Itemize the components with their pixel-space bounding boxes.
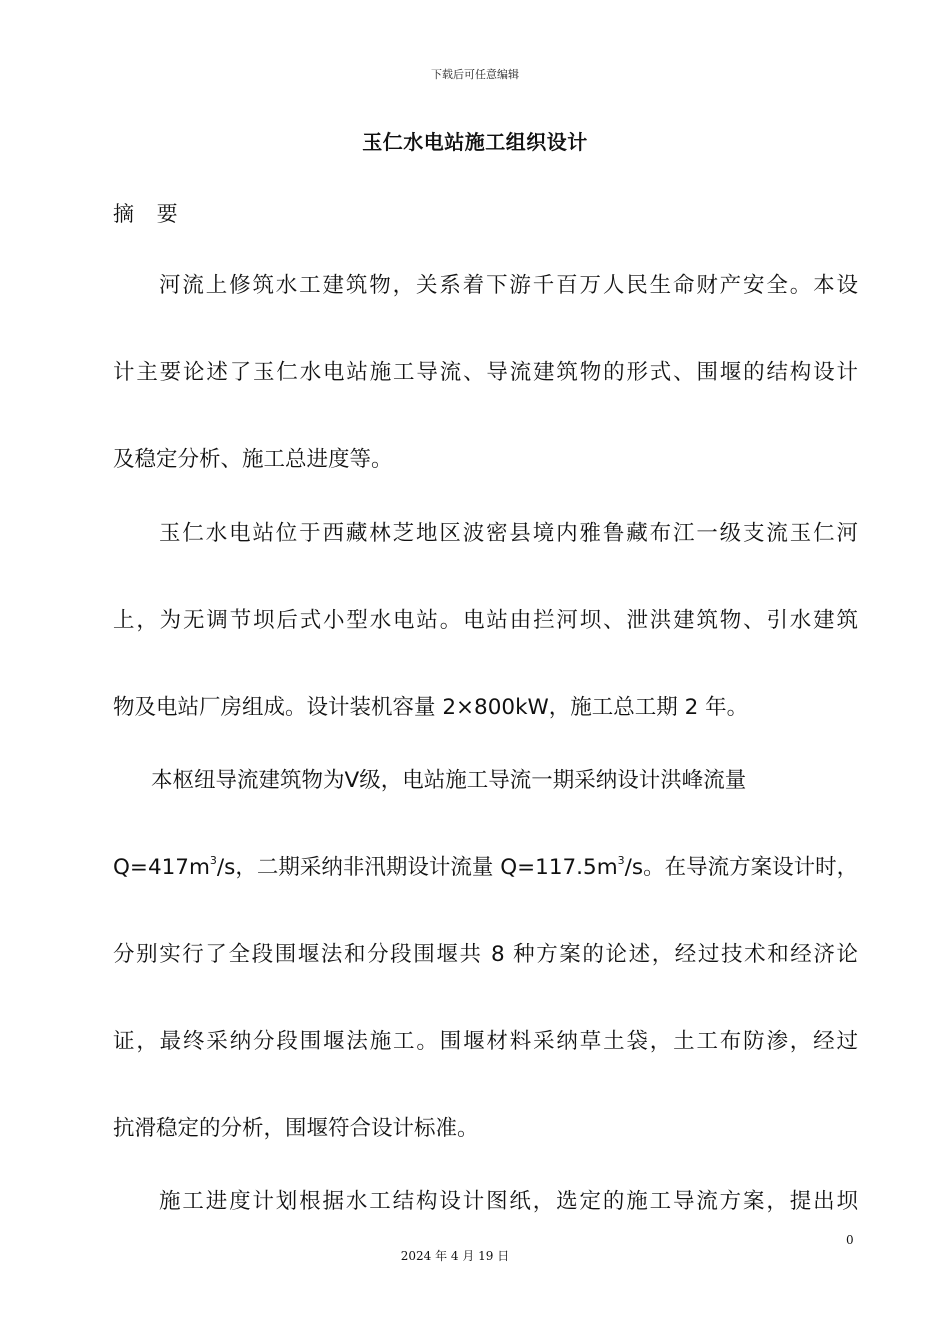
superscript: 3 xyxy=(617,854,625,867)
footer-date: 2024 年 4 月 19 日 xyxy=(400,1249,510,1263)
flow-text: /s。在导流方案设计时， xyxy=(624,855,859,880)
section-heading-abstract: 摘 要 xyxy=(113,202,186,226)
paragraph-line: 施工进度计划根据水工结构设计图纸，选定的施工导流方案，提出坝 xyxy=(159,1189,858,1214)
flow-text: /s，二期采纳非汛期设计流量 Q=117.5m xyxy=(216,855,618,880)
paragraph-line: 河流上修筑水工建筑物，关系着下游千百万人民生命财产安全。本设 xyxy=(159,273,858,298)
paragraph-line: 分别实行了全段围堰法和分段围堰共 8 种方案的论述，经过技术和经济论 xyxy=(113,942,858,967)
document-title: 玉仁水电站施工组织设计 xyxy=(362,130,588,154)
page-number: 0 xyxy=(846,1233,854,1247)
paragraph-line: 本枢纽导流建筑物为Ⅴ级，电站施工导流一期采纳设计洪峰流量 xyxy=(151,768,747,793)
paragraph-line: 抗滑稳定的分析，围堰符合设计标准。 xyxy=(113,1116,479,1141)
header-note: 下载后可任意编辑 xyxy=(431,68,519,81)
paragraph-line: 计主要论述了玉仁水电站施工导流、导流建筑物的形式、围堰的结构设计 xyxy=(113,360,858,385)
paragraph-line: 及稳定分析、施工总进度等。 xyxy=(113,447,393,472)
flow-text: Q=417m xyxy=(113,855,210,880)
superscript: 3 xyxy=(209,854,217,867)
paragraph-line: 证，最终采纳分段围堰法施工。围堰材料采纳草土袋，土工布防渗，经过 xyxy=(113,1029,858,1054)
paragraph-line: 上，为无调节坝后式小型水电站。电站由拦河坝、泄洪建筑物、引水建筑 xyxy=(113,608,858,633)
paragraph-line-flow xyxy=(113,852,858,884)
paragraph-line: 玉仁水电站位于西藏林芝地区波密县境内雅鲁藏布江一级支流玉仁河 xyxy=(159,521,858,546)
paragraph-line: 物及电站厂房组成。设计装机容量 2×800kW，施工总工期 2 年。 xyxy=(113,695,749,720)
